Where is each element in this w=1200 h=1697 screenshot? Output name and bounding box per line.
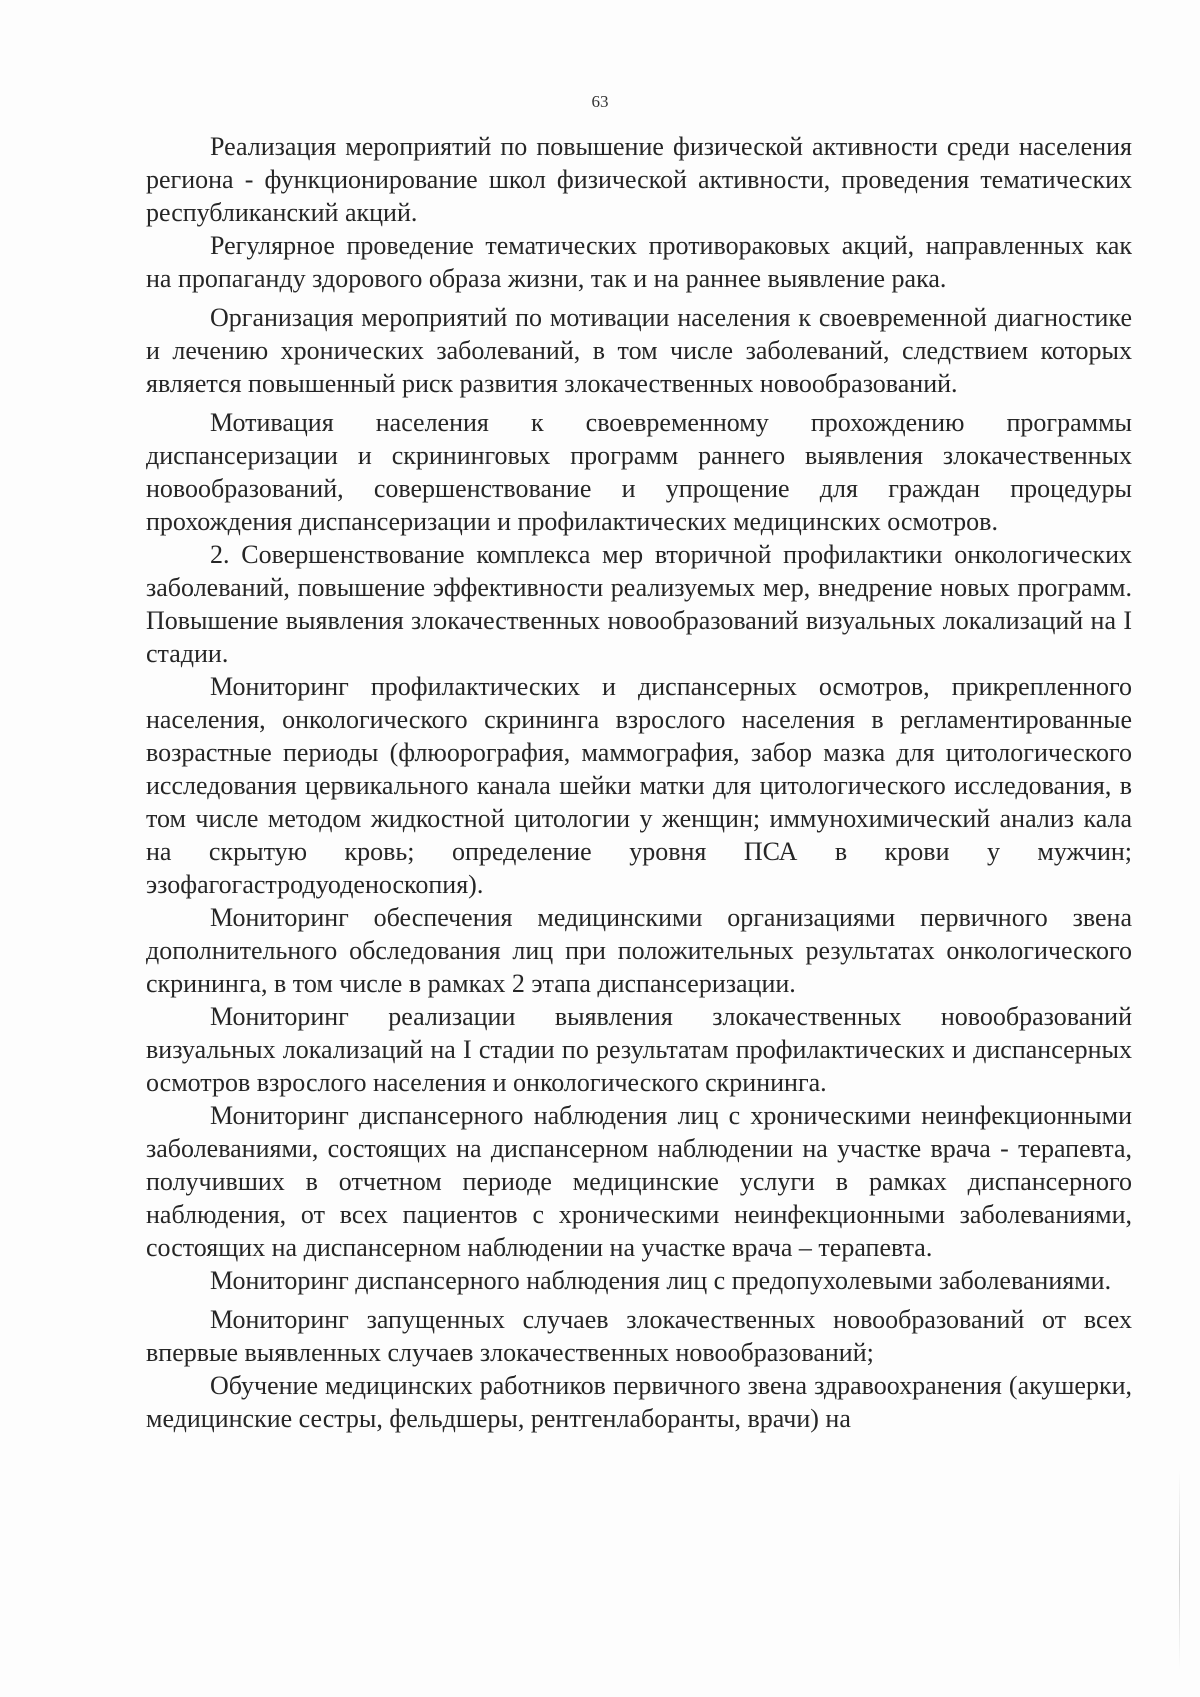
paragraph: 2. Совершенствование комплекса мер вторичной профилактики онкологических заболеваний, повышение эффективности реализуемых мер, внедрение новых программ. Повышение выявления злокачественных новообразований визуальных локализаций на I стадии. (146, 540, 1132, 668)
paragraph: Мониторинг запущенных случаев злокачественных новообразований от всех впервые выявленных случаев злокачественных новообразований; (146, 1305, 1132, 1367)
paragraph: Реализация мероприятий по повышение физической активности среди населения региона - функционирование школ физической активности, проведения тематических республиканский акций. (146, 132, 1132, 227)
paragraph: Мониторинг профилактических и диспансерных осмотров, прикрепленного населения, онкологического скрининга взрослого населения в регламентированные возрастные периоды (флюорография, маммография, забор мазка для цитологического исследования цервикального канала шейки матки для цитологического исследования, в том числе методом жидкостной цитологии у женщин; иммунохимический анализ кала на скрытую кровь; определение уровня ПСА в крови у мужчин; эзофагогастродуоденоскопия). (146, 672, 1132, 899)
paragraph: Мониторинг диспансерного наблюдения лиц с предопухолевыми заболеваниями. (210, 1266, 1112, 1295)
paragraph: Мониторинг диспансерного наблюдения лиц с хроническими неинфекционными заболеваниями, состоящих на диспансерном наблюдении на участке врача - терапевта, получивших в отчетном периоде медицинские услуги в рамках диспансерного наблюдения, от всех пациентов с хроническими неинфекционными заболеваниями, состоящих на диспансерном наблюдении на участке врача – терапевта. (146, 1101, 1132, 1262)
body-text (146, 130, 1132, 1435)
paragraph: Мониторинг реализации выявления злокачественных новообразований визуальных локализаций на I стадии по результатам профилактических и диспансерных осмотров взрослого населения и онкологического скрининга. (146, 1002, 1132, 1097)
paragraph: Мониторинг обеспечения медицинскими организациями первичного звена дополнительного обследования лиц при положительных результатах онкологического скрининга, в том числе в рамках 2 этапа диспансеризации. (146, 903, 1132, 998)
paragraph: Регулярное проведение тематических противораковых акций, направленных как на пропаганду здорового образа жизни, так и на раннее выявление рака. (146, 231, 1132, 293)
paragraph: Организация мероприятий по мотивации населения к своевременной диагностике и лечению хронических заболеваний, в том числе заболеваний, следствием которых является повышенный риск развития злокачественных новообразований. (146, 303, 1132, 398)
page-number: 63 (591, 92, 609, 111)
scan-edge-mark (1179, 1470, 1180, 1670)
paragraph: Мотивация населения к своевременному прохождению программы диспансеризации и скрининговых программ раннего выявления злокачественных новообразований, совершенствование и упрощение для граждан процедуры прохождения диспансеризации и профилактических медицинских осмотров. (146, 408, 1132, 536)
paragraph: Обучение медицинских работников первичного звена здравоохранения (акушерки, медицинские сестры, фельдшеры, рентгенлаборанты, врачи) на (146, 1371, 1132, 1433)
